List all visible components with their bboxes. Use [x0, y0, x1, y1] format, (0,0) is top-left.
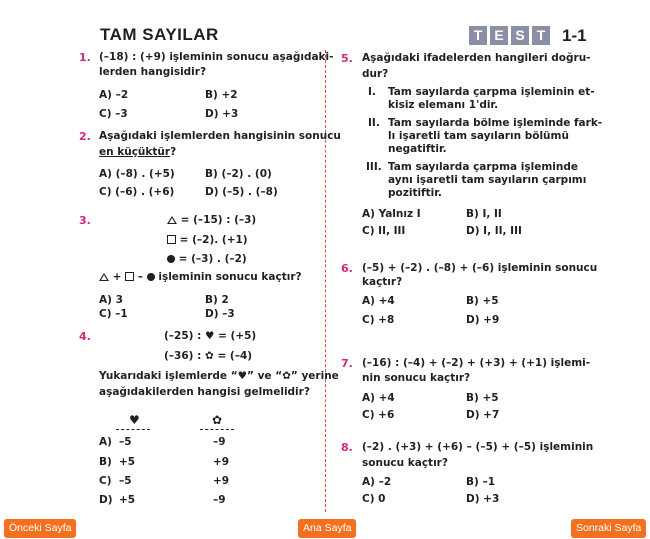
question-text: + – işleminin sonucu kaçtır? [99, 271, 302, 283]
statement-text: Tam sayılarda çarpma işleminin et- [388, 86, 595, 98]
question-number: 1. [79, 51, 91, 64]
option-a[interactable]: A) –2 [99, 89, 129, 101]
circle-icon [147, 273, 155, 281]
test-letter-t: T [469, 26, 487, 45]
question-text: en küçüktür? [99, 146, 177, 158]
statement-text: kisiz elemanı 1'dir. [388, 99, 499, 111]
question-number: 7. [341, 357, 353, 370]
previous-page-button[interactable]: Önceki Sayfa [4, 519, 76, 538]
test-letter-s: S [511, 26, 529, 45]
flower-icon: ✿ [212, 413, 223, 427]
option-c[interactable]: C) 0 [362, 493, 386, 505]
option-a[interactable]: A) –2 [362, 476, 392, 488]
option-b[interactable]: B) –1 [466, 476, 496, 488]
next-page-button[interactable]: Sonraki Sayfa [571, 519, 646, 538]
option-d[interactable]: D) –3 [205, 308, 235, 320]
option-c[interactable]: C) (–6) . (+6) [99, 186, 175, 198]
option-a[interactable]: A) 3 [99, 294, 123, 306]
option-d[interactable]: D) I, II, III [466, 225, 522, 237]
option-a[interactable]: A) [99, 436, 112, 448]
option-a[interactable]: A) (–8) . (+5) [99, 168, 175, 180]
question-text: kaçtır? [362, 276, 403, 288]
statement-text: Tam sayılarda bölme işleminde fark- [388, 117, 603, 129]
question-text: dur? [362, 68, 389, 80]
question-number: 6. [341, 262, 353, 275]
question-text: (–2) . (+3) + (+6) – (–5) + (–5) işleminin [362, 441, 594, 453]
option-c[interactable]: C) +6 [362, 409, 395, 421]
option-b[interactable]: B) +5 [466, 295, 499, 307]
triangle-icon [167, 216, 177, 224]
option-d[interactable]: D) [99, 494, 113, 506]
equation-circle: = (–3) . (–2) [167, 253, 247, 265]
option-b[interactable]: B) [99, 456, 112, 468]
test-letter-t2: T [532, 26, 550, 45]
question-text: (–18) : (+9) işleminin sonucu aşağıdaki- [99, 51, 334, 63]
question-text: (–5) + (–2) . (–8) + (–6) işleminin sonucu [362, 262, 598, 274]
option-d[interactable]: D) +3 [205, 108, 239, 120]
question-text: Yukarıdaki işlemlerde “♥” ve “✿” yerine [99, 370, 339, 382]
option-value: +9 [213, 456, 230, 468]
emphasis-text: en küçüktür [99, 146, 171, 158]
option-c[interactable]: C) [99, 475, 112, 487]
question-text: sonucu kaçtır? [362, 457, 448, 469]
option-b[interactable]: B) (–2) . (0) [205, 168, 272, 180]
home-page-button[interactable]: Ana Sayfa [298, 519, 356, 538]
option-a[interactable]: A) Yalnız I [362, 208, 421, 220]
statement-text: negatiftir. [388, 143, 447, 155]
column-divider [325, 50, 326, 512]
option-d[interactable]: D) +9 [466, 314, 500, 326]
statement-numeral: III. [366, 161, 382, 173]
question-text: lerden hangisidir? [99, 66, 207, 78]
statement-numeral: II. [368, 117, 380, 129]
test-number: 1-1 [562, 26, 587, 45]
statement-text: Tam sayılarda çarpma işleminde [388, 161, 578, 173]
question-text: Aşağıdaki işlemlerden hangisinin sonucu [99, 130, 341, 142]
option-c[interactable]: C) II, III [362, 225, 406, 237]
option-b[interactable]: B) 2 [205, 294, 229, 306]
statement-numeral: I. [368, 86, 376, 98]
option-value: –9 [213, 436, 226, 448]
option-value: –9 [213, 494, 226, 506]
option-b[interactable]: B) +5 [466, 392, 499, 404]
statement-text: aynı işaretli tam sayıların çarpımı [388, 174, 587, 186]
option-value: –5 [119, 436, 132, 448]
question-text: nin sonucu kaçtır? [362, 372, 471, 384]
option-c[interactable]: C) +8 [362, 314, 395, 326]
question-number: 3. [79, 214, 91, 227]
option-b[interactable]: B) I, II [466, 208, 502, 220]
option-value: –5 [119, 475, 132, 487]
question-number: 5. [341, 52, 353, 65]
question-number: 8. [341, 441, 353, 454]
question-number: 2. [79, 130, 91, 143]
question-text: (–16) : (–4) + (–2) + (+3) + (+1) işlemi- [362, 357, 591, 369]
option-a[interactable]: A) +4 [362, 392, 395, 404]
test-letter-e: E [490, 26, 508, 45]
square-icon [125, 272, 134, 281]
column-divider-line [116, 429, 150, 430]
option-value: +5 [119, 494, 136, 506]
heart-icon: ♥ [204, 330, 215, 342]
option-d[interactable]: D) +3 [466, 493, 500, 505]
circle-icon [167, 255, 175, 263]
column-divider-line [200, 429, 234, 430]
option-value: +9 [213, 475, 230, 487]
option-c[interactable]: C) –1 [99, 308, 128, 320]
question-text: Aşağıdaki ifadelerden hangileri doğru- [362, 52, 591, 64]
option-c[interactable]: C) –3 [99, 108, 128, 120]
option-value: +5 [119, 456, 136, 468]
question-number: 4. [79, 330, 91, 343]
page-title: TAM SAYILAR [100, 25, 219, 44]
flower-icon: ✿ [204, 350, 214, 362]
equation-flower: (–36) : ✿ = (–4) [164, 350, 253, 362]
square-icon [167, 235, 176, 244]
statement-text: pozitiftir. [388, 187, 442, 199]
equation-square: = (–2). (+1) [167, 234, 248, 246]
triangle-icon [99, 273, 109, 281]
question-text: aşağıdakilerden hangisi gelmelidir? [99, 386, 310, 398]
statement-text: lı işaretli tam sayıların bölümü [388, 130, 569, 142]
equation-heart: (–25) : ♥ = (+5) [164, 330, 257, 342]
option-d[interactable]: D) +7 [466, 409, 500, 421]
option-a[interactable]: A) +4 [362, 295, 395, 307]
option-d[interactable]: D) (–5) . (–8) [205, 186, 278, 198]
option-b[interactable]: B) +2 [205, 89, 238, 101]
heart-icon: ♥ [129, 413, 140, 427]
equation-triangle: = (–15) : (–3) [167, 214, 256, 226]
